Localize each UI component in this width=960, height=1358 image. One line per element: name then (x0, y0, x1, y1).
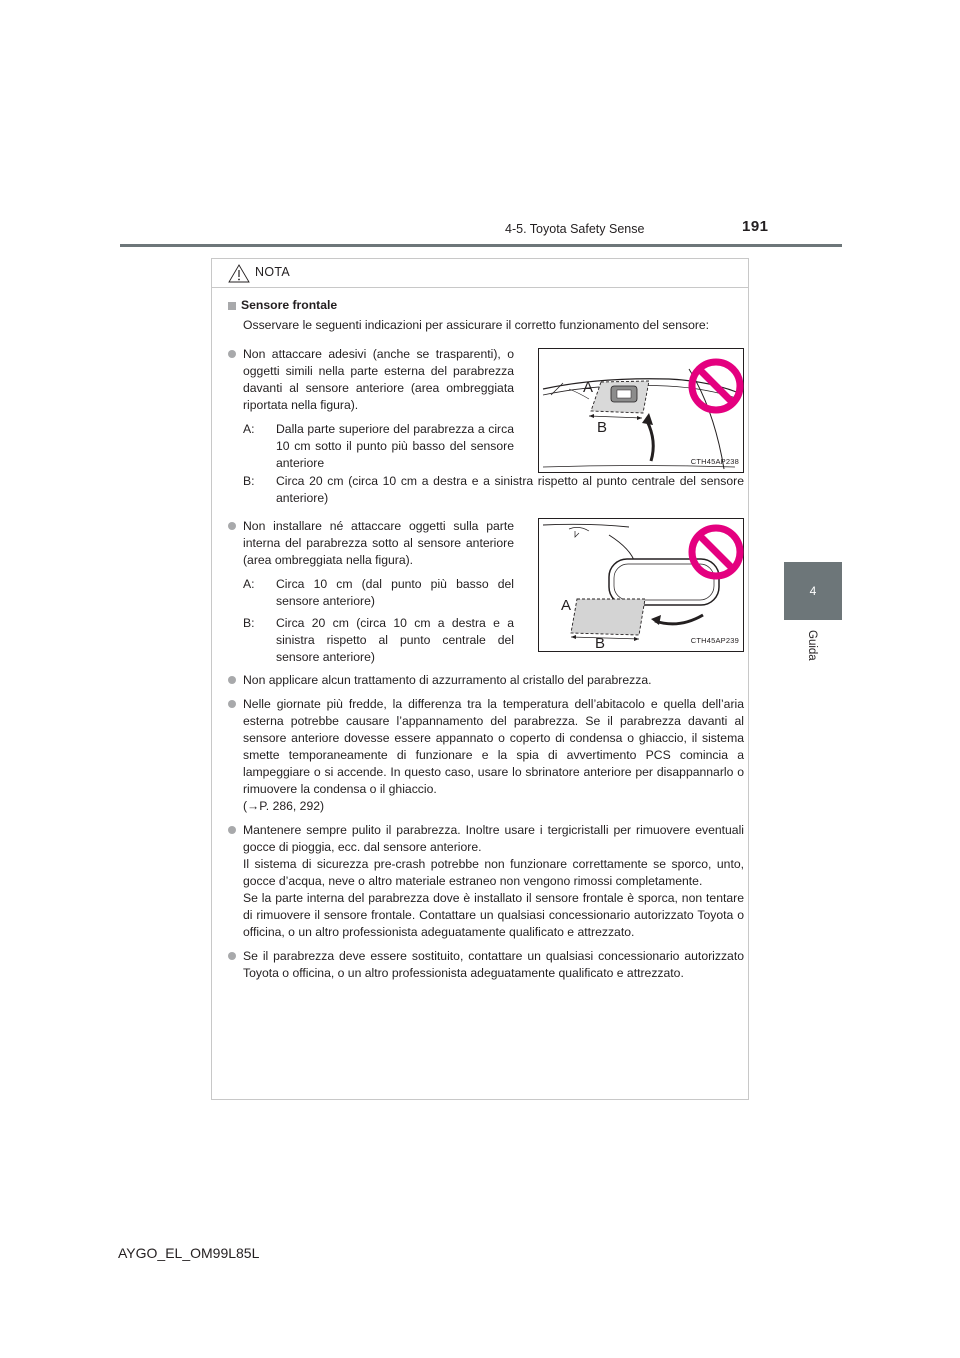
bullet-dot-icon (228, 522, 236, 530)
item1-b (243, 473, 744, 507)
figure1-label-a: A (583, 379, 594, 396)
item6 (228, 948, 744, 982)
item3 (228, 672, 744, 689)
note-body (228, 297, 744, 982)
item1-a-key: A: (243, 422, 255, 436)
warning-triangle-icon (228, 264, 250, 283)
figure1-label-b: B (597, 419, 608, 436)
item4 (228, 696, 744, 815)
item2-a-key: A: (243, 577, 255, 591)
section-title: 4-5. Toyota Safety Sense (505, 222, 645, 236)
item2-a-text: Circa 10 cm (dal punto più basso del sensore anteriore) (276, 577, 514, 608)
figure2-caption: CTH45AP239 (690, 636, 739, 645)
figure2-label-b: B (595, 635, 606, 652)
item5 (228, 822, 744, 941)
figure-windshield-exterior (538, 348, 744, 473)
header-rule (120, 244, 842, 247)
intro-text: Osservare le seguenti indicazioni per assicurare il corretto funzionamento del sensore: (243, 318, 710, 332)
item1-text: Non attaccare adesivi (anche se trasparenti), o oggetti simili nella parte esterna del parabrezza davanti al sensore anteriore (area ombreggiata riportata nella figura). (243, 347, 514, 412)
item2-b (243, 615, 514, 666)
item1-a-text: Dalla parte superiore del parabrezza a circa 10 cm sotto il punto più basso del sensore anteriore (276, 422, 514, 470)
item2-text: Non installare né attaccare oggetti sulla parte interna del parabrezza sotto al sensore anteriore (area ombreggiata nella figura). (243, 519, 514, 567)
chapter-tab (784, 562, 842, 620)
heading-text: Sensore frontale (241, 298, 338, 312)
bullet-dot-icon (228, 350, 236, 358)
bullet-dot-icon (228, 826, 236, 834)
item1-b-text: Circa 20 cm (circa 10 cm a destra e a sinistra rispetto al punto centrale del sensore anteriore) (276, 474, 744, 505)
item5-p1: Mantenere sempre pulito il parabrezza. Inoltre usare i tergicristalli per rimuovere eventuali gocce di pioggia, ecc. dal sensore anteriore. (243, 823, 744, 854)
item2-b-key: B: (243, 616, 255, 630)
page-number: 191 (742, 218, 769, 235)
item2-text-col (228, 518, 514, 666)
item1-a (243, 421, 514, 472)
item2 (228, 518, 514, 569)
item1-text-col (228, 346, 514, 473)
item1-b-key: B: (243, 474, 255, 488)
item2-b-text: Circa 20 cm (circa 10 cm a destra e a sinistra rispetto al punto centrale del sensore anteriore) (276, 616, 514, 664)
item5-p3: Se la parte interna del parabrezza dove è installato il sensore frontale è sporca, non tentare di rimuovere il sensore frontale. Contattare un qualsiasi concessionario autorizzato Toyota o officina, o un altro professionista adeguatamente qualificato e attrezzato. (243, 891, 744, 939)
footer-code: AYGO_EL_OM99L85L (118, 1245, 260, 1261)
chapter-number: 4 (809, 584, 817, 598)
item2-row (228, 518, 744, 666)
note-box (211, 258, 749, 1100)
item1-row (228, 346, 744, 473)
chapter-label: Guida (806, 630, 818, 661)
note-header (212, 259, 748, 288)
item4-text: Nelle giornate più fredde, la differenza tra la temperatura dell’abitacolo e quella dell’aria esterna potrebbe causare l’appannamento del parabrezza. Se il parabrezza davanti al sensore anteriore dovesse essere appannato o coperto di condensa o ghiaccio, il sistema smette temporaneamente di funzionare e la spia di avvertimento PCS comincia a lampeggiare o si accende. In questo caso, usare lo sbrinatore anteriore per disappannarlo o rimuovere la condensa o il ghiaccio. (243, 697, 744, 796)
figure2-label-a: A (561, 597, 572, 614)
prohibition-icon (687, 357, 745, 415)
figure1-caption: CTH45AP238 (690, 457, 739, 466)
bullet-dot-icon (228, 952, 236, 960)
bullet-dot-icon (228, 700, 236, 708)
bullet-dot-icon (228, 676, 236, 684)
figure-windshield-interior (538, 518, 744, 652)
note-title: NOTA (255, 265, 290, 279)
item4-ref: (→P. 286, 292) (243, 799, 325, 813)
heading-square-icon (228, 302, 236, 310)
item6-text: Se il parabrezza deve essere sostituito, contattare un qualsiasi concessionario autorizzato Toyota o officina, o un altro professionista adeguatamente qualificato e attrezzato. (243, 949, 744, 980)
prohibition-icon (687, 523, 745, 581)
section-heading (228, 297, 744, 314)
item3-text: Non applicare alcun trattamento di azzurramento al cristallo del parabrezza. (243, 673, 652, 687)
item2-a (243, 576, 514, 610)
item1 (228, 346, 514, 414)
item5-p2: Il sistema di sicurezza pre-crash potrebbe non funzionare correttamente se sporco, unto, gocce d’acqua, neve o altro materiale estraneo non vengono rimossi completamente. (243, 857, 744, 888)
